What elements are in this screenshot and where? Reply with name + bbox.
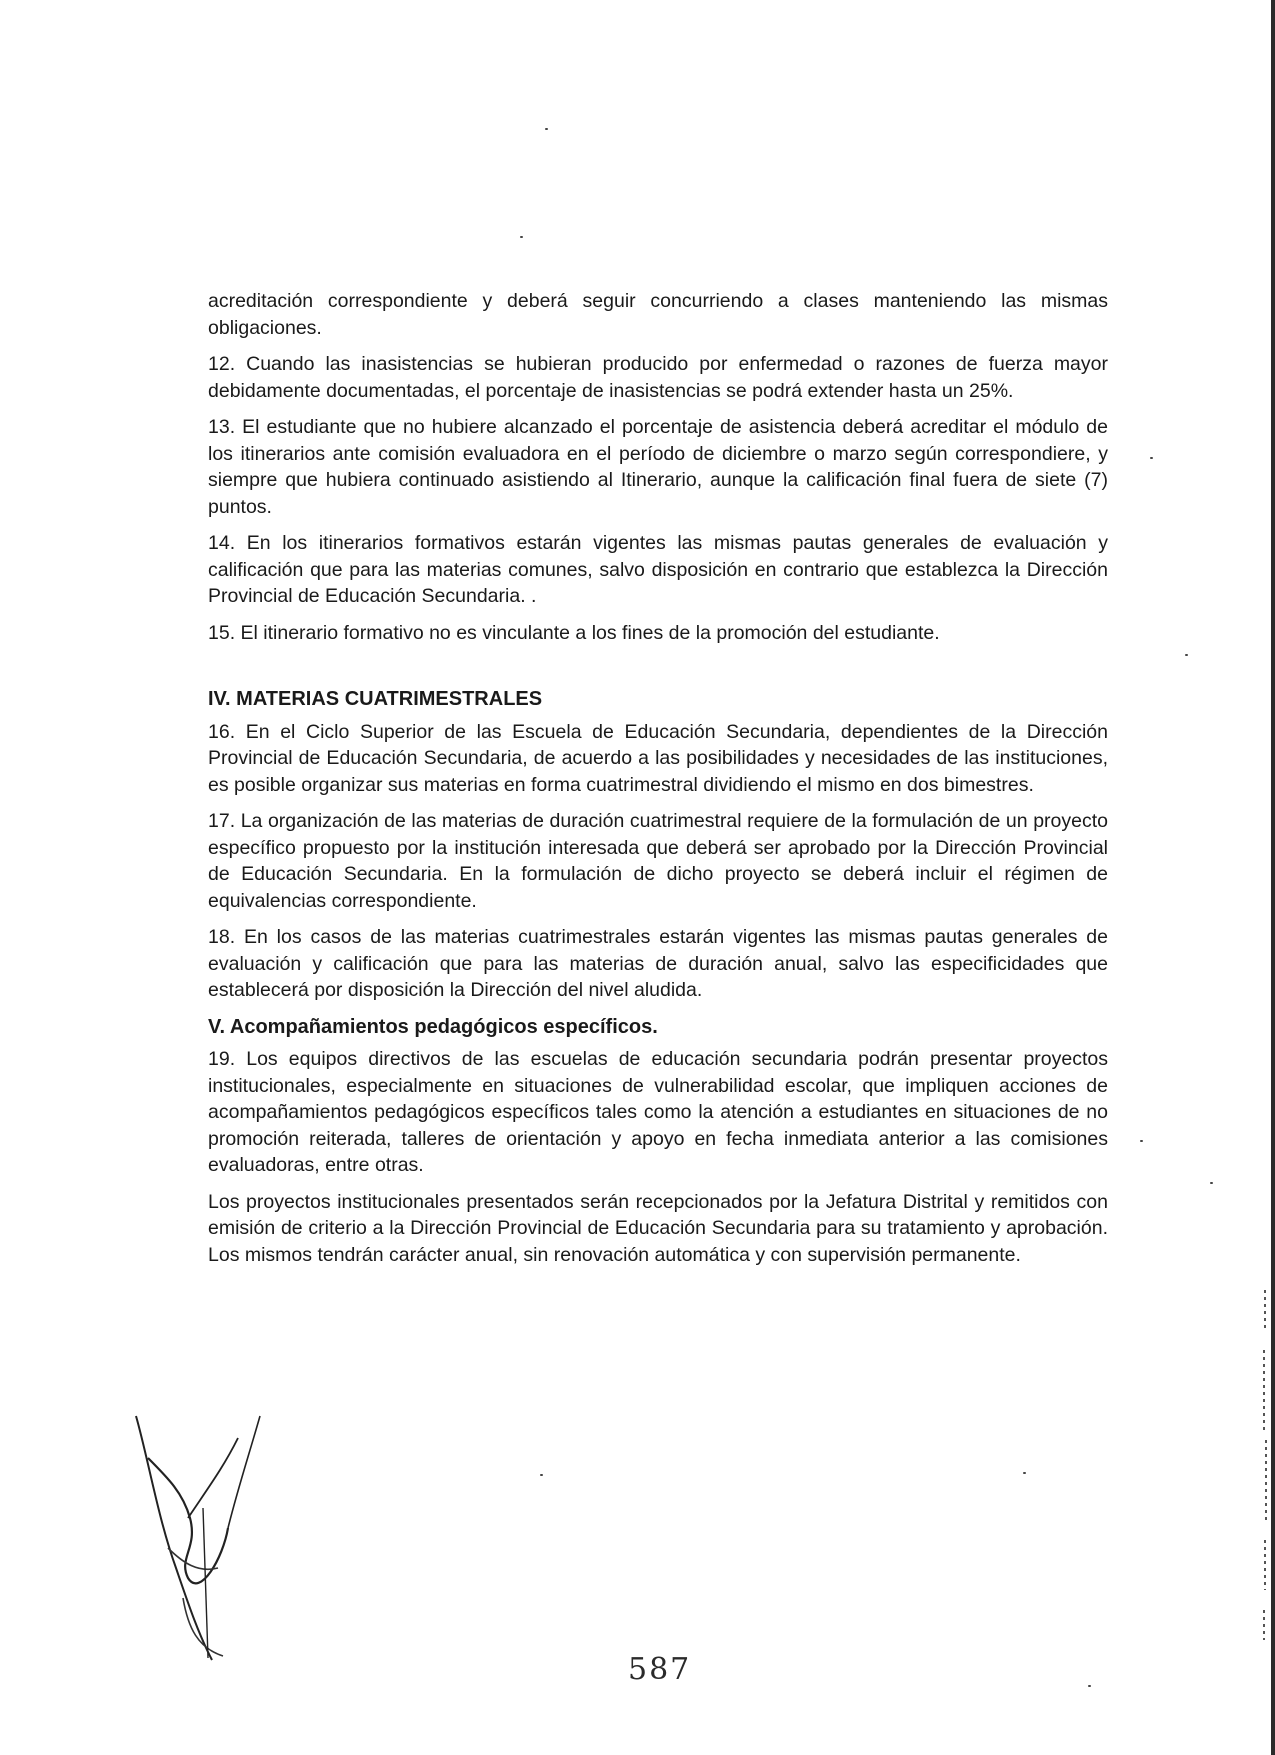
paragraph-13: 13. El estudiante que no hubiere alcanzado el porcentaje de asistencia deberá acreditar el módulo de los itinerarios ante comisión evaluadora en el período de diciembre o marzo según correspondiere, y siempre que hubiera continuado asistiendo al Itinerario, aunque la calificación final fuera de siete (7) puntos. bbox=[208, 416, 1108, 518]
scan-artifacts bbox=[1261, 1290, 1269, 1650]
scan-speck bbox=[1210, 1182, 1213, 1184]
paragraph-projects: Los proyectos institucionales presentados serán recepcionados por la Jefatura Distrital y remitidos con emisión de criterio a la Dirección Provincial de Educación Secundaria para su tratamiento y aprobación. Los mismos tendrán carácter anual, sin renovación automática y con supervisión permanente. bbox=[208, 1190, 1108, 1266]
paragraph-16: 16. En el Ciclo Superior de las Escuela de Educación Secundaria, dependientes de la Dirección Provincial de Educación Secundaria, de acuerdo a las posibilidades y necesidades de las instituciones, es posible organizar sus materias en forma cuatrimestral dividiendo el mismo en dos bimestres. bbox=[208, 720, 1108, 796]
scan-speck bbox=[520, 236, 523, 238]
page-number: 587 bbox=[628, 1652, 692, 1687]
scan-speck bbox=[545, 128, 548, 130]
section-iv-heading: IV. MATERIAS CUATRIMESTRALES bbox=[208, 688, 543, 710]
paragraph-18: 18. En los casos de las materias cuatrimestrales estarán vigentes las mismas pautas generales de evaluación y calificación que para las materias de duración anual, salvo las especificidades que establecerá por disposición la Dirección del nivel aludida. bbox=[208, 926, 1108, 1001]
scan-speck bbox=[540, 1474, 543, 1476]
paragraph-17: 17. La organización de las materias de duración cuatrimestral requiere de la formulación de un proyecto específico propuesto por la institución interesada que deberá ser aprobado por la Dirección Provincial de Educación Secundaria. En la formulación de dicho proyecto se deberá incluir el régimen de equivalencias correspondiente. bbox=[208, 810, 1108, 912]
scan-border bbox=[1271, 0, 1275, 1755]
scan-speck bbox=[1150, 457, 1153, 459]
paragraph-12: 12. Cuando las inasistencias se hubieran producido por enfermedad o razones de fuerza mayor debidamente documentadas, el porcentaje de inasistencias se podrá extender hasta un 25%. bbox=[208, 353, 1108, 402]
section-v-heading: V. Acompañamientos pedagógicos específicos. bbox=[208, 1015, 658, 1038]
scan-speck bbox=[1088, 1685, 1091, 1687]
paragraph-15: 15. El itinerario formativo no es vinculante a los fines de la promoción del estudiante. bbox=[208, 621, 940, 644]
document-body bbox=[208, 288, 1108, 1278]
handwritten-signature bbox=[128, 1398, 278, 1668]
paragraph-continuation: acreditación correspondiente y deberá seguir concurriendo a clases manteniendo las mismas obligaciones. bbox=[208, 290, 1108, 339]
scan-speck bbox=[1185, 654, 1188, 656]
paragraph-19: 19. Los equipos directivos de las escuelas de educación secundaria podrán presentar proyectos institucionales, especialmente en situaciones de vulnerabilidad escolar, que impliquen acciones de acompañamientos pedagógicos específicos tales como la atención a estudiantes en situaciones de no promoción reiterada, talleres de orientación y apoyo en fecha inmediata anterior a las comisiones evaluadoras, entre otras. bbox=[208, 1048, 1108, 1176]
scan-speck bbox=[1023, 1472, 1026, 1474]
scan-speck bbox=[1140, 1140, 1143, 1142]
paragraph-14: 14. En los itinerarios formativos estarán vigentes las mismas pautas generales de evaluación y calificación que para las materias comunes, salvo disposición en contrario que establezca la Dirección Provincial de Educación Secundaria. . bbox=[208, 532, 1108, 607]
